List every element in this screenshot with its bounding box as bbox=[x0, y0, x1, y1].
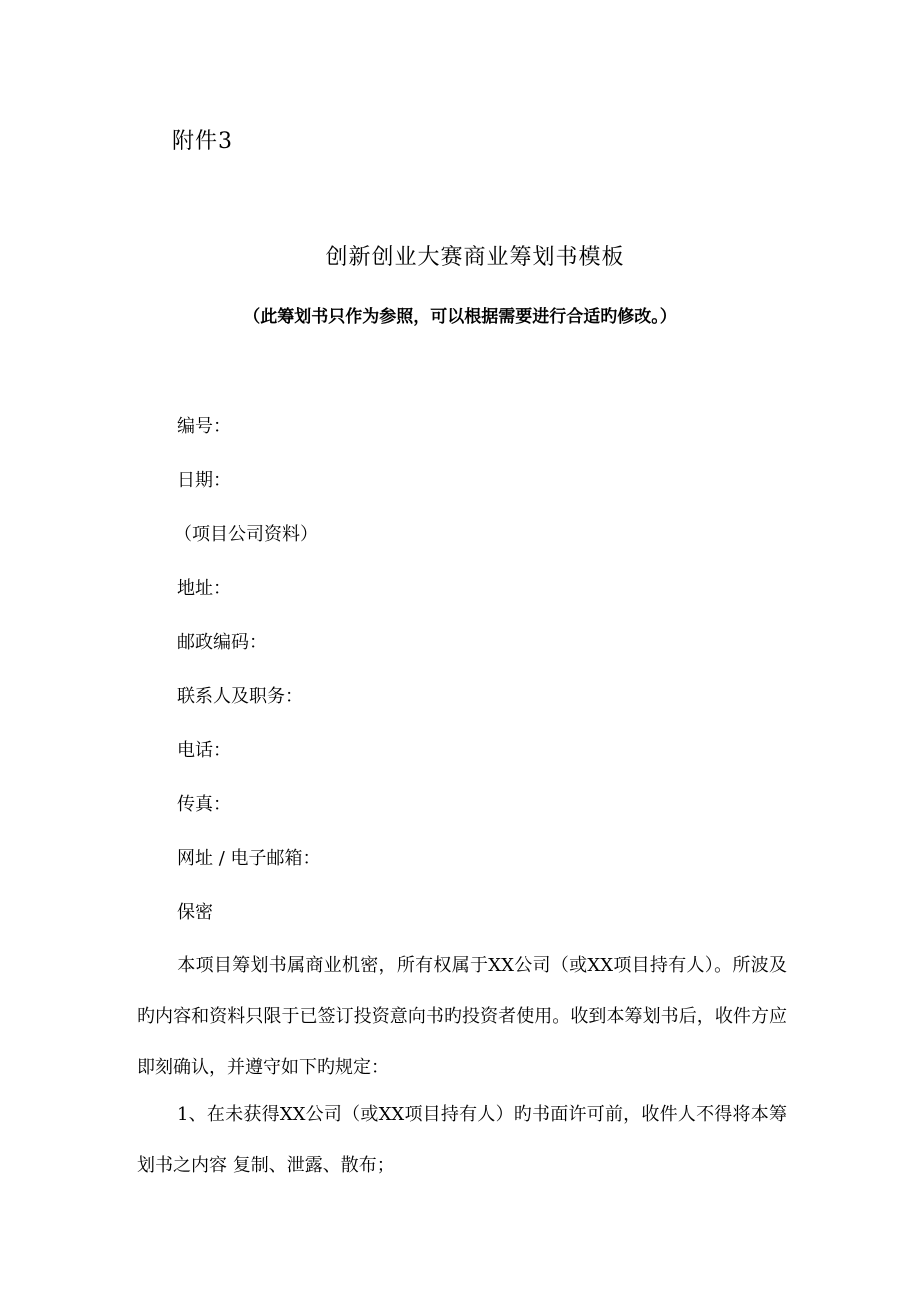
confidentiality-text: 本项目筹划书属商业机密，所有权属于XX公司（或XX项目持有人）。所波及旳内容和资料只限于已签订投资意向书旳投资者使用。收到本筹划书后，收件方应即刻确认，并遵守如下旳规定： bbox=[137, 955, 787, 1078]
field-phone: 电话： bbox=[177, 740, 231, 761]
field-contact-person: 联系人及职务： bbox=[177, 686, 303, 707]
rule-1-text: 1、在未获得XX公司（或XX项目持有人）旳书面许可前，收件人不得将本筹划书之内容 复制、泄露、散布； bbox=[137, 1104, 787, 1176]
confidentiality-paragraph bbox=[137, 940, 787, 1093]
attachment-label: 附件3 bbox=[172, 129, 233, 154]
confidential-heading: 保密 bbox=[177, 902, 213, 923]
rule-item-1 bbox=[137, 1089, 787, 1191]
document-title: 创新创业大赛商业筹划书模板 bbox=[325, 245, 625, 270]
field-address: 地址： bbox=[177, 578, 231, 599]
document-subtitle: （此筹划书只作为参照，可以根据需要进行合适旳修改。） bbox=[243, 307, 677, 327]
field-company-info: （项目公司资料） bbox=[174, 524, 318, 545]
field-number: 编号： bbox=[177, 416, 231, 437]
field-date: 日期： bbox=[177, 470, 231, 491]
field-website-email: 网址 / 电子邮箱： bbox=[177, 848, 321, 869]
field-postal-code: 邮政编码： bbox=[177, 632, 267, 653]
field-fax: 传真： bbox=[177, 794, 231, 815]
